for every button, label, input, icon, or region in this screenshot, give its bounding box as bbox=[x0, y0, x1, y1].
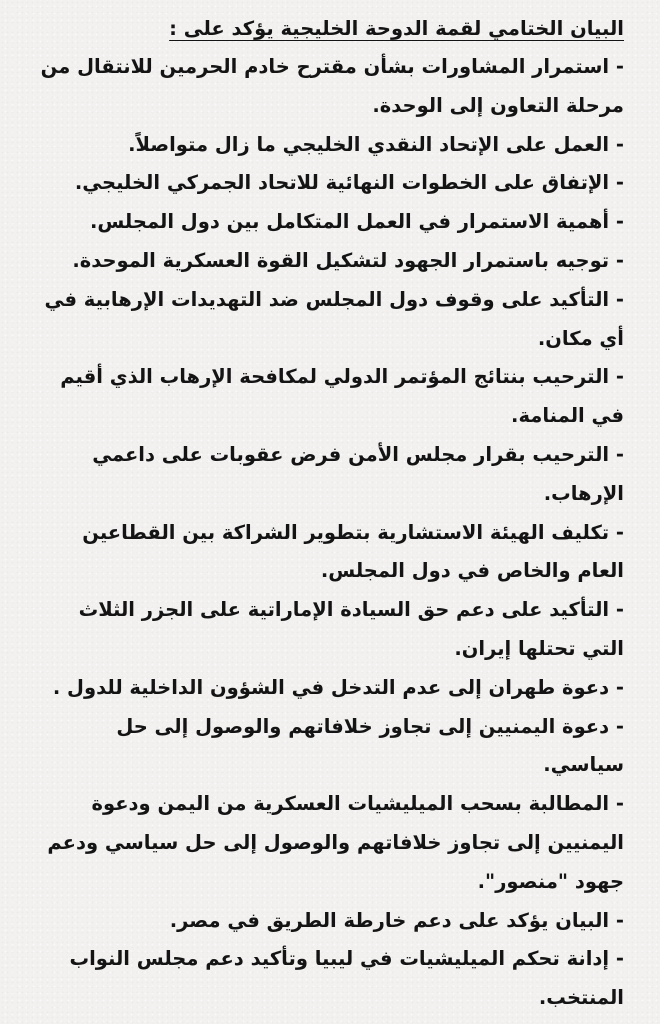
statement-item: - المطالبة بسحب الميليشيات العسكرية من اليمن ودعوة اليمنيين إلى تجاوز خلافاتهم والوصول إلى حل سياسي ودعم جهود "منصور". bbox=[47, 792, 624, 893]
statement-item: - دعوة اليمنيين إلى تجاوز خلافاتهم والوصول إلى حل سياسي. bbox=[116, 714, 624, 777]
statement-item: - الإتفاق على الخطوات النهائية للاتحاد الجمركي الخليجي. bbox=[74, 171, 624, 195]
statement-item: - توجيه باستمرار الجهود لتشكيل القوة العسكرية الموحدة. bbox=[72, 248, 624, 272]
statement-item: - الترحيب بقرار مجلس الأمن فرض عقوبات على داعمي الإرهاب. bbox=[92, 442, 624, 505]
statement-item: - التأكيد على وقوف دول المجلس ضد التهديدات الإرهابية في أي مكان. bbox=[44, 287, 624, 350]
statement-items-list bbox=[34, 48, 624, 1018]
statement-item: - الترحيب بنتائج المؤتمر الدولي لمكافحة الإرهاب الذي أقيم في المنامة. bbox=[60, 365, 624, 428]
statement-item: - العمل على الإتحاد النقدي الخليجي ما زال متواصلاً. bbox=[128, 132, 624, 156]
statement-title-text: البيان الختامي لقمة الدوحة الخليجية يؤكد على : bbox=[169, 17, 624, 40]
statement-item: - تكليف الهيئة الاستشارية بتطوير الشراكة بين القطاعين العام والخاص في دول المجلس. bbox=[82, 520, 624, 583]
statement-item: - التأكيد على دعم حق السيادة الإماراتية على الجزر الثلاث التي تحتلها إيران. bbox=[78, 598, 624, 660]
statement-item: - أهمية الاستمرار في العمل المتكامل بين دول المجلس. bbox=[89, 210, 624, 234]
statement-item: - البيان يؤكد على دعم خارطة الطريق في مصر. bbox=[169, 908, 624, 932]
statement-item: - استمرار المشاورات بشأن مقترح خادم الحرمين للانتقال من مرحلة التعاون إلى الوحدة. bbox=[40, 55, 624, 117]
statement-title bbox=[34, 10, 624, 48]
statement-item: - دعوة طهران إلى عدم التدخل في الشؤون الداخلية للدول . bbox=[52, 675, 624, 699]
statement-item: - إدانة تحكم الميليشيات في ليبيا وتأكيد دعم مجلس النواب المنتخب. bbox=[69, 947, 624, 1010]
